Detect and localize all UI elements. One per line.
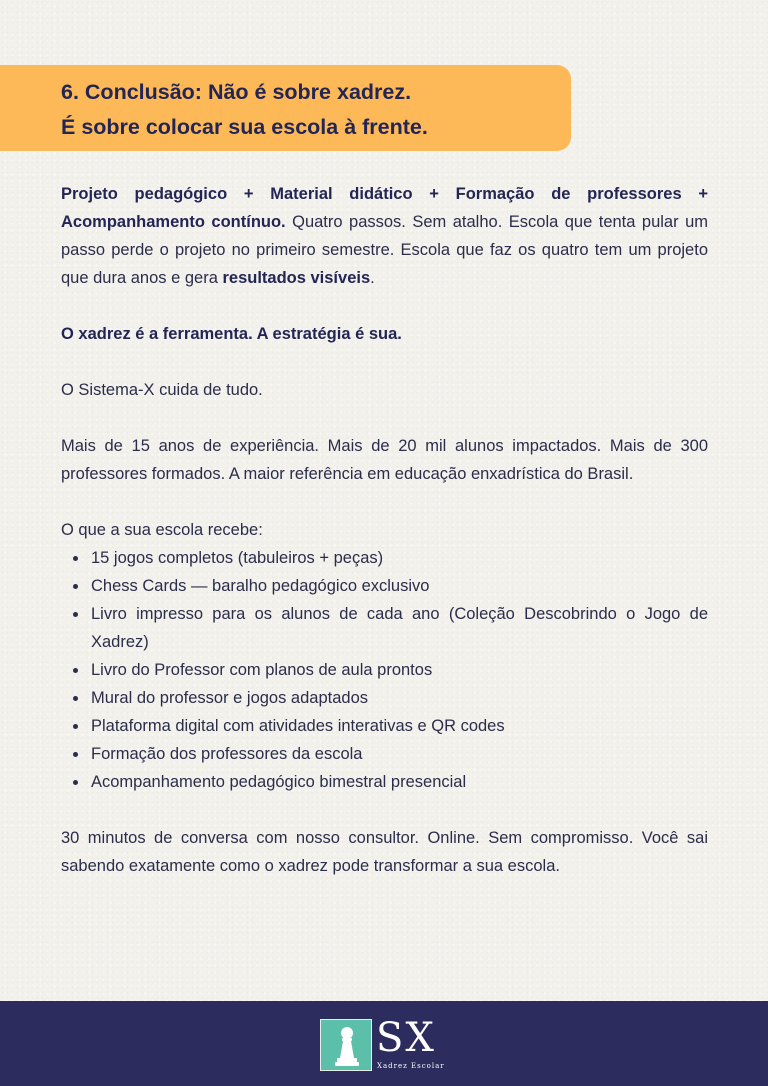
section-title-line-1: 6. Conclusão: Não é sobre xadrez. [61, 80, 412, 104]
system-line: O Sistema-X cuida de tudo. [61, 381, 263, 399]
list-item: Livro impresso para os alunos de cada ano (Coleção Descobrindo o Jogo de Xadrez) [91, 600, 708, 656]
list-item: Formação dos professores da escola [91, 740, 708, 768]
list-item: Livro do Professor com planos de aula prontos [91, 656, 708, 684]
logo-subtitle: Xadrez Escolar [377, 1062, 445, 1070]
logo-wordmark: SX [376, 1015, 436, 1061]
experience-paragraph: Mais de 15 anos de experiência. Mais de 20 mil alunos impactados. Mais de 300 professores formados. A maior referência em educação enxadrística do Brasil. [61, 437, 708, 483]
list-item: 15 jogos completos (tabuleiros + peças) [91, 544, 708, 572]
main-content [61, 180, 708, 908]
sx-logo [320, 1015, 450, 1075]
receives-title: O que a sua escola recebe: [61, 521, 263, 539]
list-item: Mural do professor e jogos adaptados [91, 684, 708, 712]
list-item: Acompanhamento pedagógico bimestral presencial [91, 768, 708, 796]
intro-bold-results: resultados visíveis [222, 269, 371, 287]
section-title-banner [0, 65, 571, 151]
chess-pawn-icon [320, 1019, 372, 1071]
closing-paragraph: 30 minutos de conversa com nosso consultor. Online. Sem compromisso. Você sai sabendo exatamente como o xadrez pode transformar a sua escola. [61, 829, 708, 875]
list-item: Plataforma digital com atividades interativas e QR codes [91, 712, 708, 740]
strategy-statement: O xadrez é a ferramenta. A estratégia é sua. [61, 325, 402, 343]
footer-bar [0, 1001, 768, 1086]
receives-list [61, 544, 708, 796]
intro-text: Quatro passos. Sem atalho. Escola que tenta pular um passo perde o projeto no primeiro semestre. Escola que faz os quatro tem um projeto que dura anos e gera [61, 213, 708, 287]
intro-end: . [370, 269, 375, 287]
intro-bold-steps: Projeto pedagógico + Material didático + Formação de professores + Acompanhamento contínuo. [61, 185, 708, 231]
intro-paragraph [61, 180, 708, 292]
section-title-line-2: É sobre colocar sua escola à frente. [61, 115, 428, 139]
list-item: Chess Cards — baralho pedagógico exclusivo [91, 572, 708, 600]
